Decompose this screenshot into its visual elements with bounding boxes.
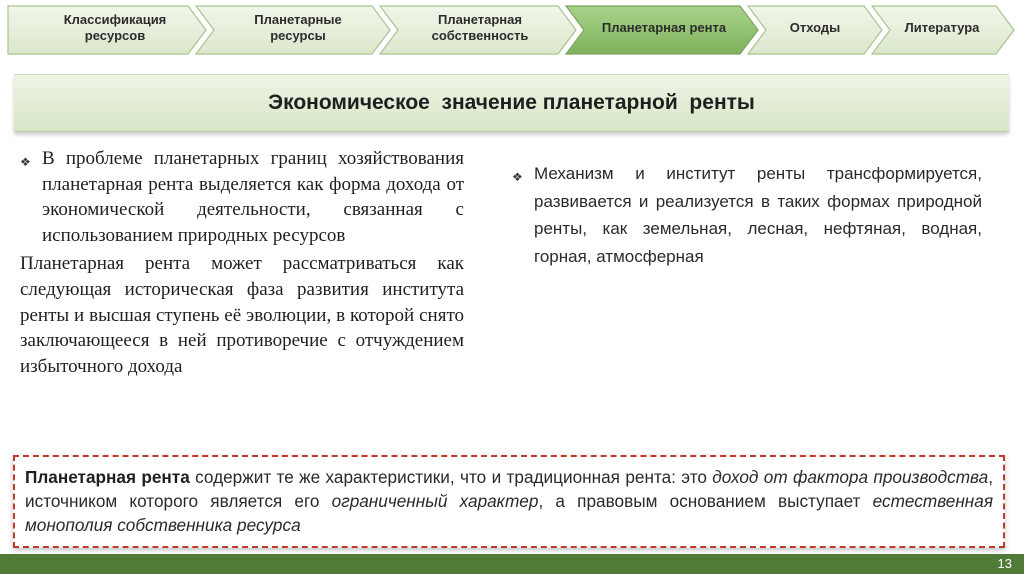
diamond-bullet-icon: ❖: [512, 170, 523, 184]
conclusion-italic-1: доход от фактора производства: [712, 467, 989, 487]
conclusion-term: Планетарная рента: [25, 467, 190, 487]
left-column: [20, 146, 464, 379]
conclusion-text-1: содержит те же характеристики, что и традиционная рента: это: [189, 467, 713, 487]
conclusion-text-3: , а правовым основанием выступает: [538, 491, 873, 511]
nav-tab-planetary-rent[interactable]: Планетарная рента: [601, 20, 727, 35]
slide-title: Экономическое значение планетарной ренты: [268, 91, 755, 114]
conclusion-box: [13, 455, 1005, 548]
right-column: [512, 160, 982, 270]
footer-bar: [0, 554, 1024, 574]
left-bullet-text: В проблеме планетарных границ хозяйствования планетарная рента выделяется как форма дохода от экономической деятельности, связанная с использованием природных ресурсов: [42, 148, 464, 246]
nav-tab-classification[interactable]: Классификация ресурсов: [63, 12, 167, 43]
right-bullet-text: Механизм и институт ренты трансформируется, развивается и реализуется в таких формах природной ренты, как земельная, лесная, нефтяная, водная, горная, атмосферная: [534, 164, 982, 266]
right-bullet-item: [512, 160, 982, 270]
conclusion-italic-2: ограниченный характер: [331, 491, 539, 511]
left-paragraph: Планетарная рента может рассматриваться как следующая историческая фаза развития института ренты и высшая ступень её эволюции, в которой снято заключающееся в ней противоречие с отчуждением избыточного дохода: [20, 253, 464, 377]
nav-tab-waste[interactable]: Отходы: [789, 20, 841, 35]
nav-tab-literature[interactable]: Литература: [904, 20, 980, 35]
left-bullet-item: [20, 146, 464, 248]
conclusion-italic-3: естественная монополия собственника ресурса: [25, 491, 994, 535]
diamond-bullet-icon: ❖: [20, 155, 31, 169]
conclusion-text-2: , источником которого является его: [25, 467, 993, 511]
page-number: 13: [997, 556, 1012, 571]
nav-tab-planetary-property[interactable]: Планетарная собственность: [431, 12, 529, 43]
title-banner: [14, 74, 1009, 132]
top-navigation: [0, 0, 1024, 62]
nav-tab-planetary-resources[interactable]: Планетарные ресурсы: [254, 12, 342, 43]
